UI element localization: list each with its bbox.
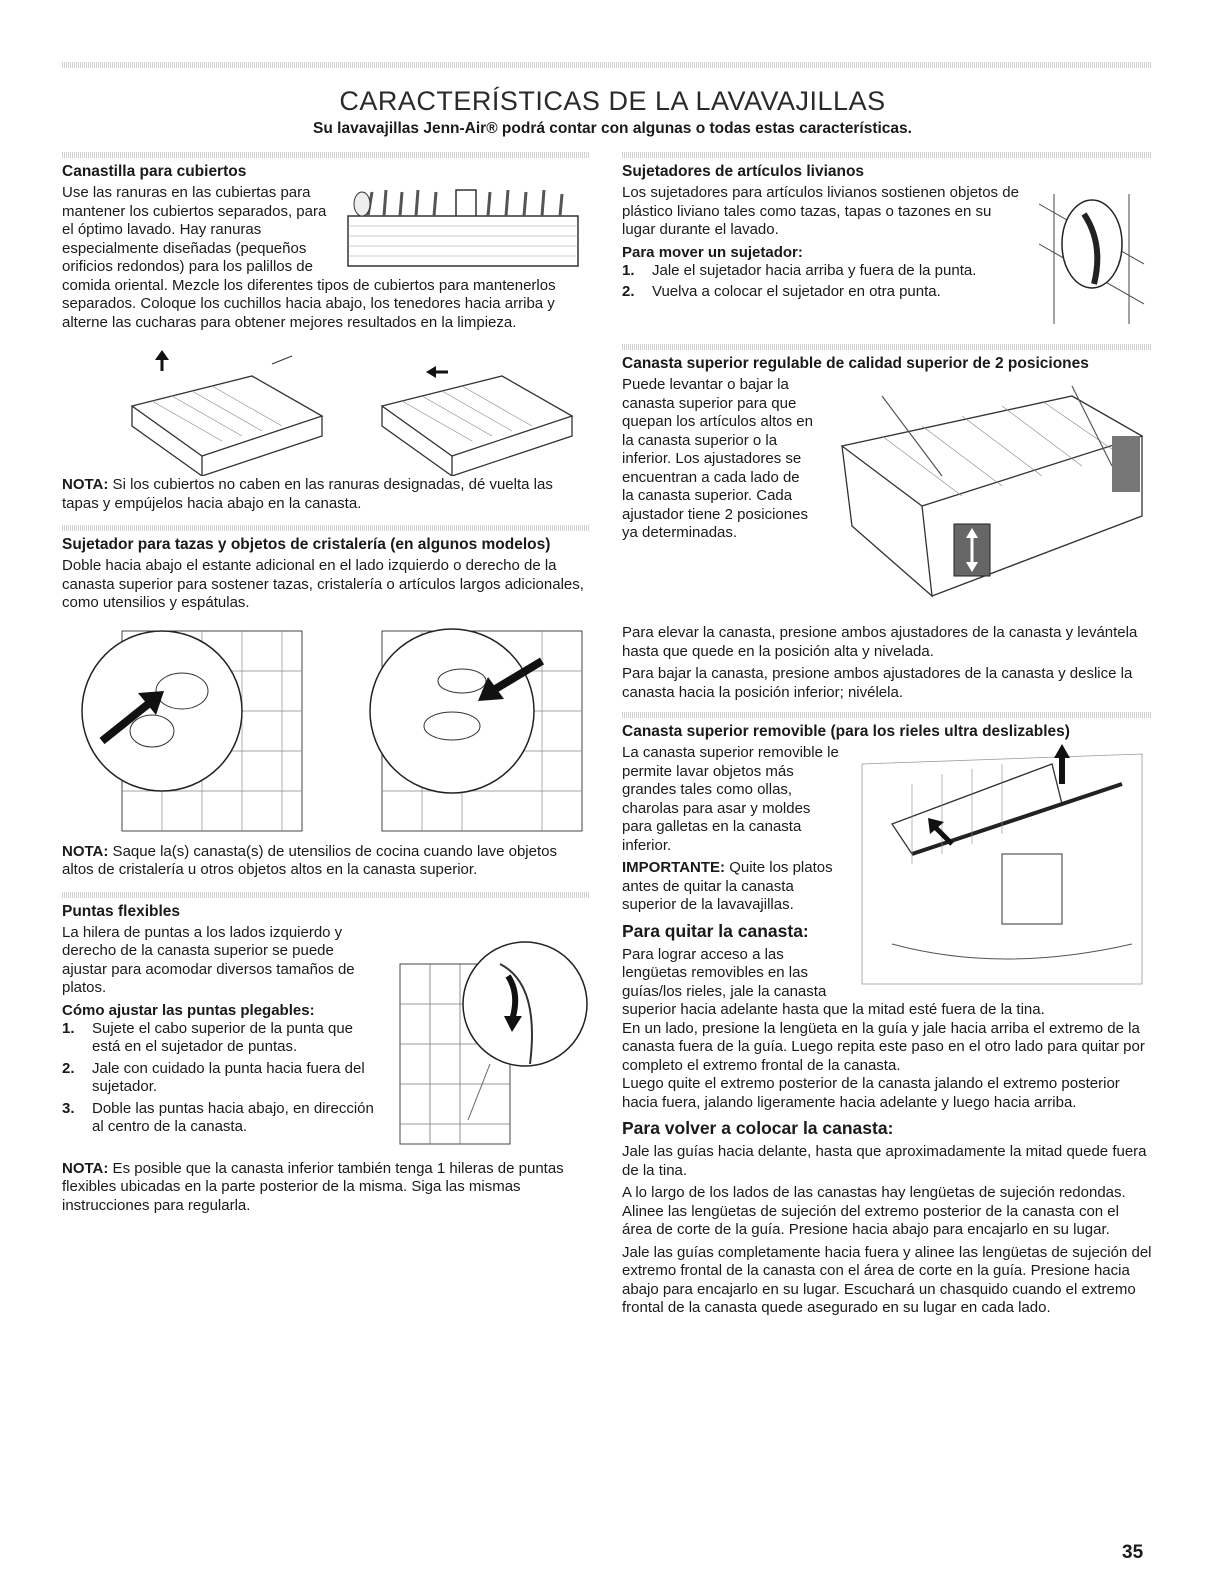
top-rule (62, 62, 1152, 68)
puntas-heading: Puntas flexibles (62, 902, 181, 920)
puntas-nota: NOTA: Es posible que la canasta inferior también tenga 1 hileras de puntas flexibles ubicadas en la parte posterior de la misma. Siga las mismas instrucciones para regularla. (62, 1159, 564, 1214)
sujetador-tazas-heading: Sujetador para tazas y objetos de cristalería (en algunos modelos) (62, 536, 551, 553)
livianos-heading: Sujetadores de artículos livianos (622, 163, 865, 180)
cubiertos-heading: Canastilla para cubiertos (62, 163, 247, 180)
puntas-subheading: Cómo ajustar las puntas plegables: (62, 1001, 315, 1019)
basket-lid-illustrations (62, 336, 590, 476)
removible-body: La canasta superior removible le permite lavar objetos más grandes tales como ollas, charolas para asar y moldes para galletas en la canasta inferior. (622, 744, 839, 854)
removable-rack-illustration (852, 744, 1152, 994)
quitar-p1: Para lograr acceso a las lengüetas removibles en las guías/los rieles, jale la canasta superior hacia adelante hasta que la mitad esté fuera de la tina. (622, 945, 1045, 1018)
livianos-body: Los sujetadores para artículos livianos sostienen objetos de plástico liviano tales como tazas, tapas o tazones en su lugar durante el lavado. (622, 184, 1019, 238)
section-rule (622, 152, 1152, 158)
regulable-heading: Canasta superior regulable de calidad superior de 2 posiciones (622, 355, 1089, 372)
section-rule (62, 152, 590, 158)
section-rule (62, 892, 590, 898)
left-column (62, 152, 590, 1219)
volver-p2: A lo largo de los lados de las canastas hay lengüetas de sujeción redondas. Alinee las lengüetas de sujeción del extremo posterior de la canasta con el área de corte de la guía. Presione hacia abajo para encajarlo en su lugar. (622, 1184, 1126, 1238)
volver-p3: Jale las guías completamente hacia fuera y alinee las lengüetas de sujeción del extremo frontal de la canasta con el área de corte en la guía. Presione hacia abajo para encajarlo en su lugar. Escuchará un chasquido cuando el extremo frontal de la canasta quede asegurado en su lugar en cada lado. (622, 1243, 1152, 1316)
page-title: CARACTERÍSTICAS DE LA LAVAVAJILLAS (339, 86, 886, 116)
light-item-holder-illustration (1034, 184, 1152, 334)
quitar-heading: Para quitar la canasta: (622, 920, 809, 941)
adjustable-rack-illustration (822, 376, 1152, 624)
page-number: 35 (1122, 1542, 1144, 1563)
section-rule (622, 344, 1152, 350)
livianos-subheading: Para mover un sujetador: (622, 243, 803, 261)
page-subtitle: Su lavavajillas Jenn-Air® podrá contar con algunas o todas estas características. (313, 120, 912, 137)
list-item: 3. Doble las puntas hacia abajo, en dirección al centro de la canasta. (62, 1099, 374, 1135)
regulable-lower: Para bajar la canasta, presione ambos ajustadores de la canasta y deslice la canasta hacia la posición inferior; nivélela. (622, 665, 1133, 701)
silverware-basket-illustration (338, 184, 590, 274)
removible-heading: Canasta superior removible (para los rieles ultra deslizables) (622, 723, 1070, 740)
section-rule (62, 525, 590, 531)
section-rule (622, 712, 1152, 718)
cup-shelf-illustrations (62, 617, 590, 843)
regulable-body: Puede levantar o bajar la canasta superior para que quepan los artículos altos en la canasta superior o la inferior. Los ajustadores se encuentran a cada lado de la canasta superior. Cada ajustador tiene 2 posiciones ya determinadas. (622, 376, 813, 541)
volver-heading: Para volver a colocar la canasta: (622, 1118, 894, 1138)
list-item: 2. Vuelva a colocar el sujetador en otra punta. (622, 283, 941, 300)
regulable-raise: Para elevar la canasta, presione ambos ajustadores de la canasta y levántela hasta que quede en la posición alta y nivelada. (622, 624, 1138, 660)
list-item: 2. Jale con cuidado la punta hacia fuera del sujetador. (62, 1059, 365, 1095)
volver-p1: Jale las guías hacia delante, hasta que aproximadamente la mitad quede fuera de la tina. (622, 1143, 1147, 1179)
cubiertos-nota: NOTA: Si los cubiertos no caben en las ranuras designadas, dé vuelta las tapas y empújelos hacia abajo en la canasta. (62, 476, 553, 512)
puntas-body: La hilera de puntas a los lados izquierdo y derecho de la canasta superior se puede ajustar para acomodar diversos tamaños de platos. (62, 923, 355, 996)
cubiertos-body: Use las ranuras en las cubiertas para mantener los cubiertos separados, para el óptimo lavado. Hay ranuras especialmente diseñadas (pequeños orificios redondos) para los palillos de comida oriental. Mezcle los diferentes tipos de cubiertos para mantenerlos separados. Coloque los cuchillos hacia abajo, los tenedores hacia arriba y alterne las cucharas para obtener mejores resultados en la limpieza. (62, 184, 556, 331)
list-item: 1. Sujete el cabo superior de la punta que está en el sujetador de puntas. (62, 1019, 354, 1055)
list-item: 1. Jale el sujetador hacia arriba y fuera de la punta. (622, 261, 977, 279)
quitar-p2: En un lado, presione la lengüeta en la guía y jale hacia arriba el extremo de la canasta fuera de la guía. Luego repita este paso en el otro lado para quitar por completo el extremo frontal de la canasta. (622, 1019, 1145, 1074)
puntas-steps (62, 1020, 590, 1137)
removible-important: IMPORTANTE: Quite los platos antes de quitar la canasta superior de la lavavajillas. (622, 859, 833, 913)
sujetador-tazas-body: Doble hacia abajo el estante adicional en el lado izquierdo o derecho de la canasta superior para sostener tazas, cristalería o artículos largos adicionales, como utensilios y espátulas. (62, 557, 584, 611)
sujetador-tazas-nota: NOTA: Saque la(s) canasta(s) de utensilios de cocina cuando lave objetos altos de cristalería u otros objetos altos en la canasta superior. (62, 842, 557, 878)
quitar-p3: Luego quite el extremo posterior de la canasta jalando el extremo posterior hacia fuera, jalando ligeramente hacia adelante y luego hacia arriba. (622, 1075, 1120, 1111)
right-column (622, 152, 1152, 1322)
